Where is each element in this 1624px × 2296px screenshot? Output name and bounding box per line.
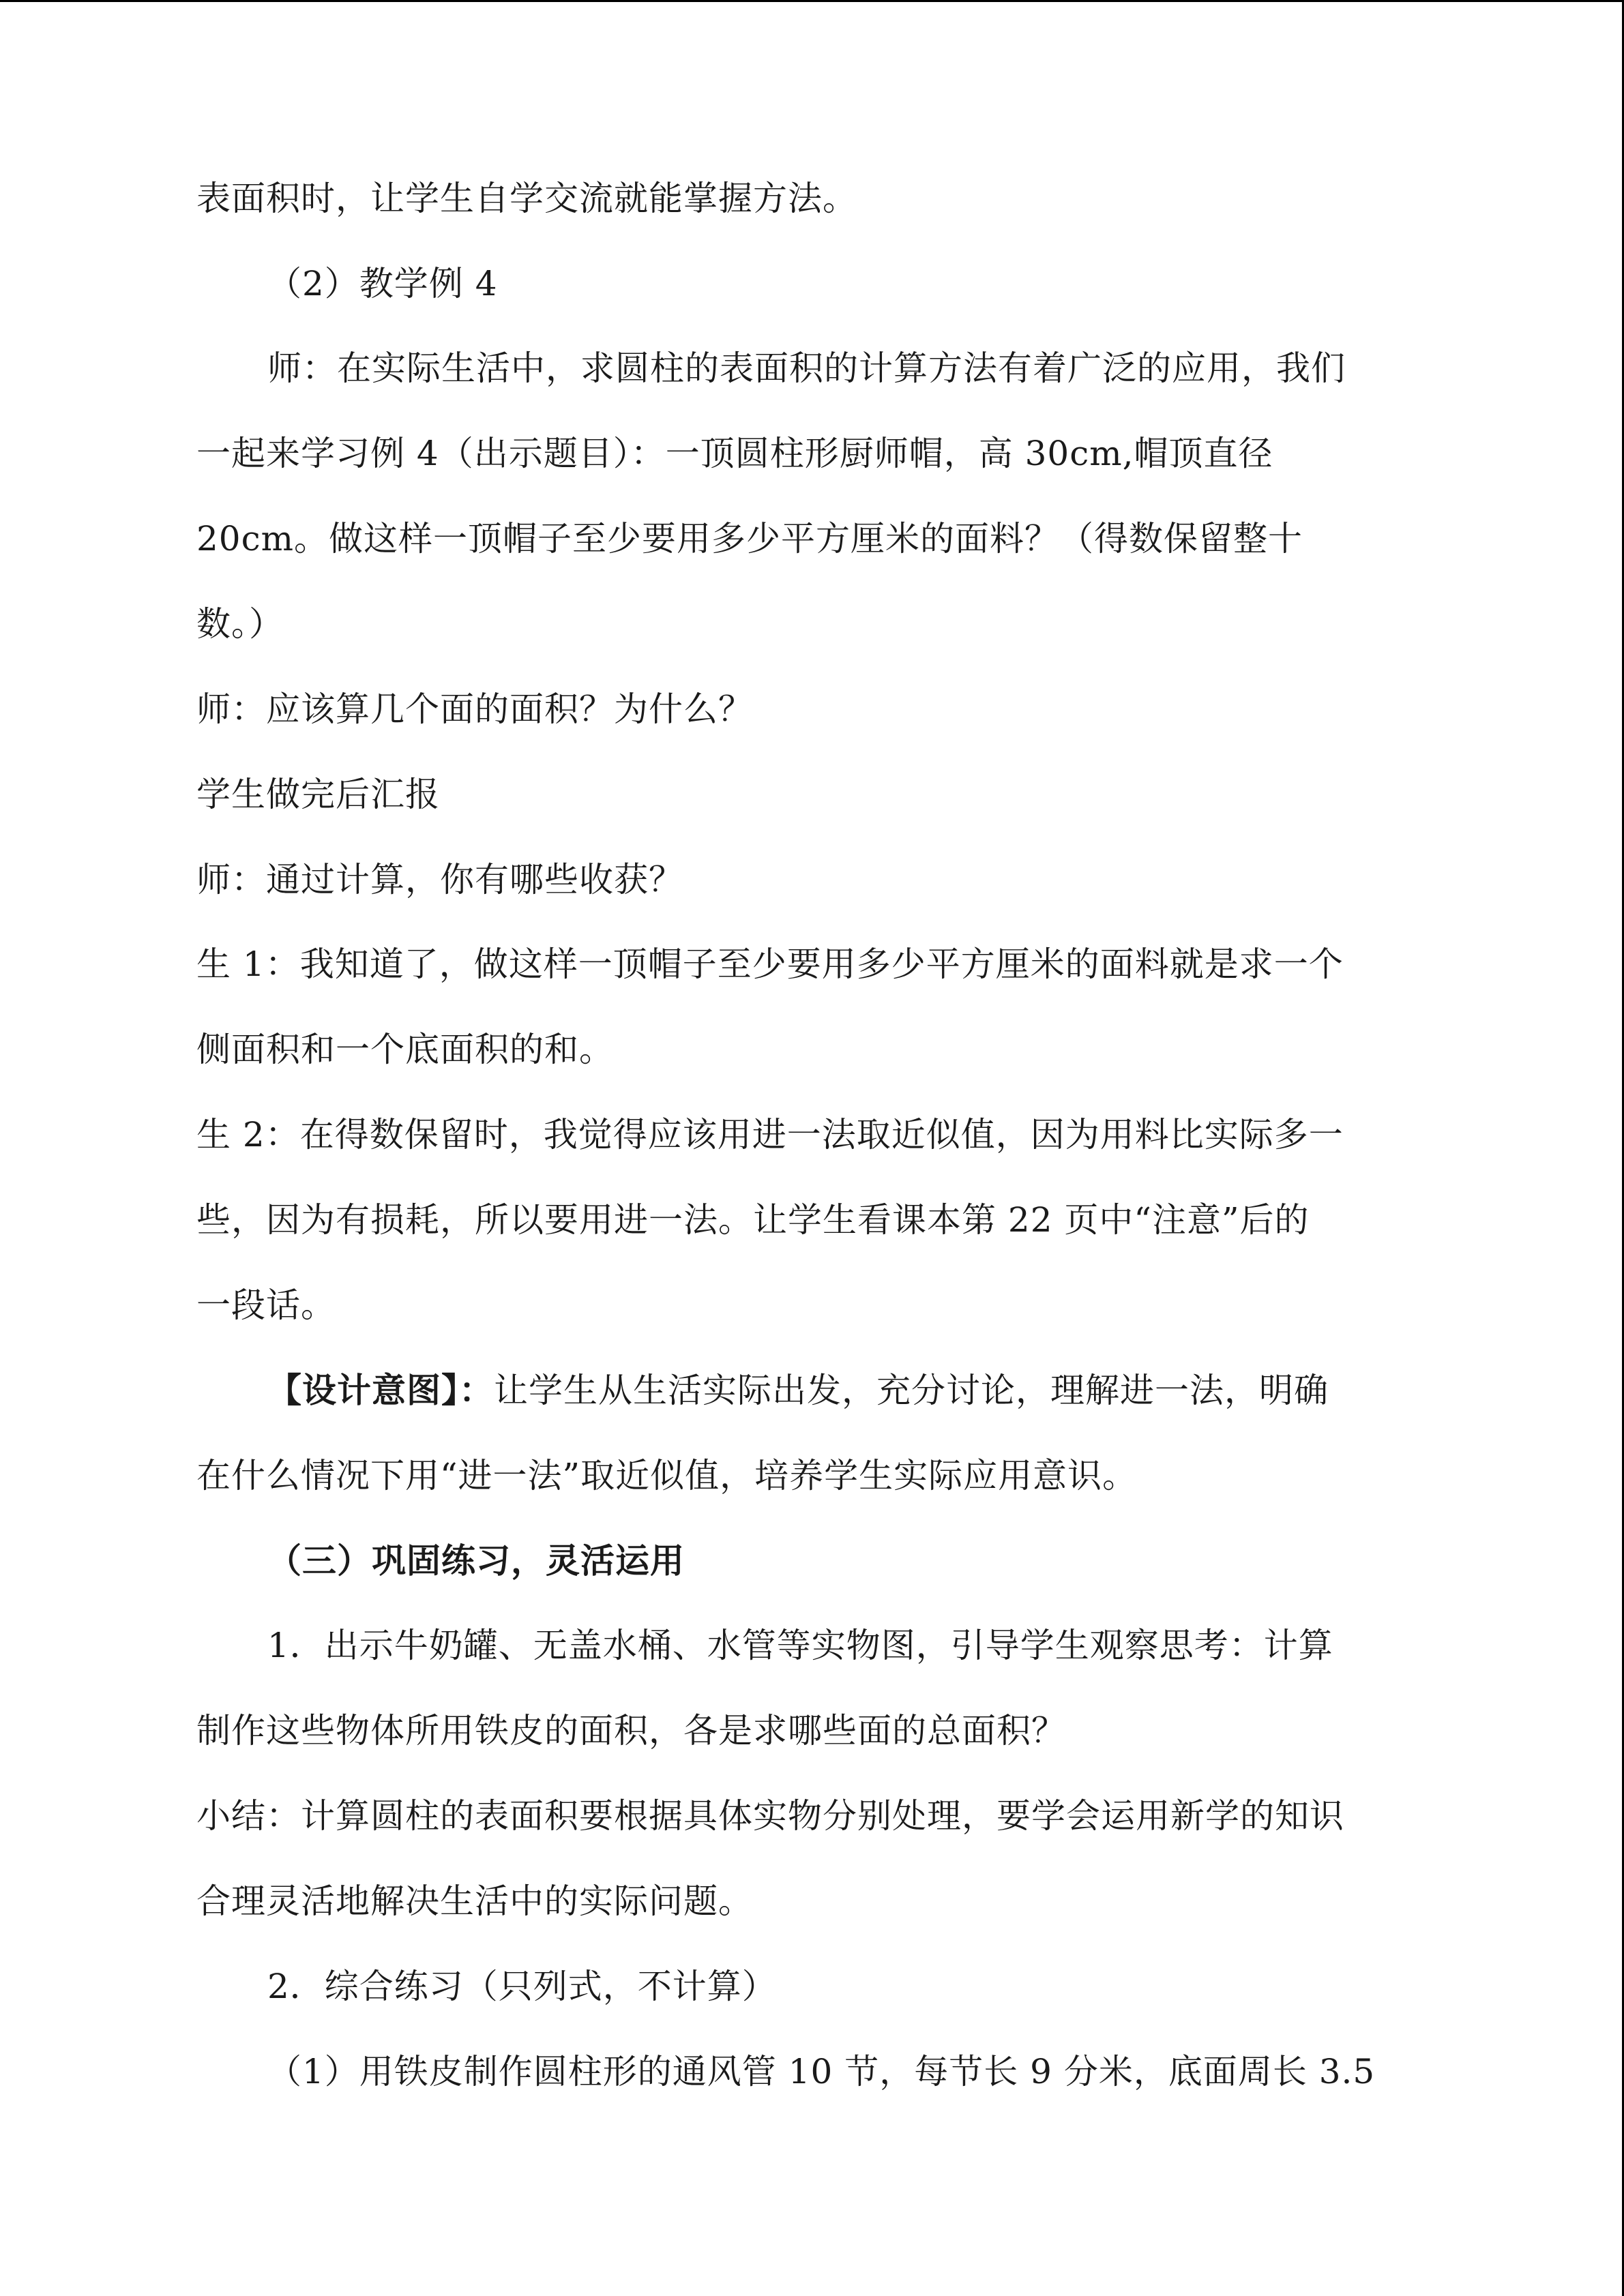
text-line: 一段话。	[196, 1285, 336, 1325]
text-line: 数。）	[196, 604, 284, 644]
text-line: 些，因为有损耗，所以要用进一法。让学生看课本第 22 页中“注意”后的	[196, 1200, 1310, 1240]
text-line: 侧面积和一个底面积的和。	[196, 1030, 614, 1069]
text-line: 生 1：我知道了，做这样一顶帽子至少要用多少平方厘米的面料就是求一个	[196, 944, 1344, 984]
page-top-border	[0, 0, 1624, 2]
design-intent-label: 【设计意图】：	[267, 1370, 494, 1410]
text-line: 学生做完后汇报	[196, 775, 440, 814]
text-line: 师：通过计算，你有哪些收获？	[196, 860, 683, 899]
text-line: 一起来学习例 4（出示题目）：一顶圆柱形厨师帽，高 30cm,帽顶直径	[196, 434, 1273, 473]
text-line: 师：在实际生活中，求圆柱的表面积的计算方法有着广泛的应用，我们	[267, 348, 1346, 388]
text-line: 表面积时，让学生自学交流就能掌握方法。	[196, 179, 857, 218]
text-line: 20cm。做这样一顶帽子至少要用多少平方厘米的面料？（得数保留整十	[196, 519, 1303, 558]
text-line: 2．综合练习（只列式，不计算）	[267, 1967, 777, 2006]
text-line: 小结：计算圆柱的表面积要根据具体实物分别处理，要学会运用新学的知识	[196, 1796, 1344, 1836]
text-line: 制作这些物体所用铁皮的面积，各是求哪些面的总面积？	[196, 1711, 1066, 1750]
section-heading: （三）巩固练习，灵活运用	[267, 1540, 685, 1581]
text-line: 在什么情况下用“进一法”取近似值，培养学生实际应用意识。	[196, 1456, 1138, 1495]
text-line: 生 2：在得数保留时，我觉得应该用进一法取近似值，因为用料比实际多一	[196, 1115, 1344, 1154]
text-line: 合理灵活地解决生活中的实际问题。	[196, 1881, 753, 1921]
text-line: 1．出示牛奶罐、无盖水桶、水管等实物图，引导学生观察思考：计算	[267, 1626, 1333, 1665]
text-line: 师：应该算几个面的面积？为什么？	[196, 689, 753, 729]
text-line: （1）用铁皮制作圆柱形的通风管 10 节，每节长 9 分米，底面周长 3.5	[267, 2052, 1376, 2091]
design-intent-line	[267, 1369, 1329, 1412]
section-heading: （2）教学例 4	[267, 264, 498, 303]
design-intent-text: 让学生从生活实际出发，充分讨论，理解进一法，明确	[494, 1371, 1329, 1410]
